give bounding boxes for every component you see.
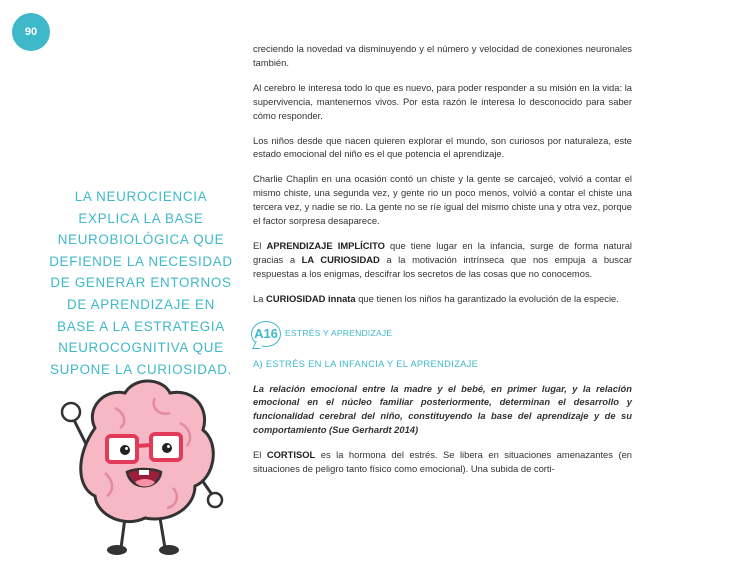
paragraph [253, 448, 632, 476]
bold-term: CORTISOL [266, 449, 316, 461]
italic-quote: La relación emocional entre la madre y el bebé, en primer lugar, y la relación emocional en el núcleo familiar posteriormente, determinan el desarrollo y funcionalidad cerebral del niño, constituyendo la base del aprendizaje y de su comportamiento (Sue Gerhardt 2014) [253, 382, 632, 436]
section-number-bubble: A16 [251, 321, 281, 347]
text-fragment: que tienen los niños ha garantizado la evolución de la especie. [355, 292, 619, 304]
paragraph [253, 292, 632, 306]
paragraph: Al cerebro le interesa todo lo que es nuevo, para poder responder a su misión en la vida: la supervivencia, mantenernos vivos. Por esta razón le interesa lo desconocido para saber cómo responder. [253, 81, 632, 121]
text-fragment: es la hormona del estrés. Se libera en situaciones amenazantes (en situaciones de peligro tanto físico como emocional). Una subida de corti- [253, 449, 632, 475]
text-fragment: a la motivación intrínseca que nos empuja a buscar respuestas a los enigmas, descifrar los secretos de las cosas que no conocemos. [253, 253, 632, 279]
bold-term: APRENDIZAJE IMPLÍCITO [266, 239, 385, 251]
text-fragment: La [253, 292, 267, 304]
text-fragment: El [253, 449, 267, 461]
paragraph: Los niños desde que nacen quieren explorar el mundo, son curiosos por naturaleza, este estado emocional del niño es el que potencia el aprendizaje. [253, 134, 632, 160]
page-number-badge [12, 13, 50, 51]
sidebar-pull-quote: LA NEUROCIENCIA EXPLICA LA BASE NEUROBIOLÓGICA QUE DEFIENDE LA NECESIDAD DE GENERAR ENTORNOS DE APRENDIZAJE EN BASE A LA ESTRATEGIA NEUROCOGNITIVA QUE SUPONE LA CURIOSIDAD. [49, 189, 233, 377]
bold-term: LA CURIOSIDAD [301, 253, 380, 265]
section-title: ESTRÉS Y APRENDIZAJE [285, 327, 393, 338]
subsection-title: A) ESTRÉS EN LA INFANCIA Y EL APRENDIZAJE [253, 357, 479, 369]
bold-term: CURIOSIDAD innata [266, 292, 356, 304]
main-text-column [253, 42, 632, 487]
page-number: 90 [24, 26, 38, 38]
text-fragment: El [253, 239, 267, 251]
paragraph: creciendo la novedad va disminuyendo y el número y velocidad de conexiones neuronales también. [253, 43, 632, 68]
paragraph [253, 239, 632, 281]
section-heading [251, 321, 632, 347]
paragraph: Charlie Chaplin en una ocasión contó un chiste y la gente se carcajeó, volvió a contar el mismo chiste, una segunda vez, y gente rio un poco menos, volvió a contar el chiste una tercera vez, y nadie se rio. La gente no se ríe igual del mismo chiste una y otra vez, porque el factor sorpresa desaparece. [253, 173, 632, 227]
brain-character-icon [55, 368, 225, 558]
text-fragment: que tiene lugar en la infancia, surge de forma natural gracias a [253, 239, 633, 265]
